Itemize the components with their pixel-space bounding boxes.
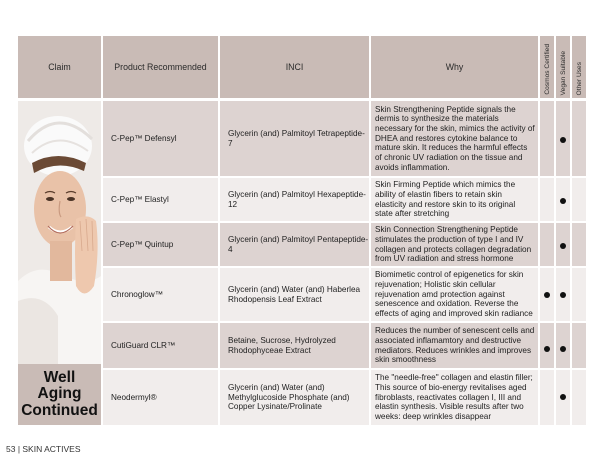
cosmos-check-dot: [544, 292, 550, 298]
table-row-inci: Glycerin (and) Palmitoyl Hexapeptide-12: [220, 178, 369, 221]
table-row-inci: Glycerin (and) Palmitoyl Tetrapeptide-7: [220, 101, 369, 176]
table-row-why: Skin Connection Strengthening Peptide stimulates the production of type I and IV collagen and protects collagen degradation from UV radiation and stress hormone: [371, 223, 538, 266]
section-title-line-2: Aging: [37, 385, 82, 403]
table-row-product: Chronoglow™: [103, 268, 218, 321]
header-inci: INCI: [220, 36, 369, 98]
vegan-check-dot: [560, 198, 566, 204]
table-row-other-cell: [572, 268, 586, 321]
header-claim: Claim: [18, 36, 101, 98]
table-row-other-cell: [572, 101, 586, 176]
section-title-line-3: Continued: [21, 401, 98, 419]
table-row-other-cell: [572, 323, 586, 368]
header-cosmos-certified: Cosmos Certified: [540, 36, 554, 98]
table-row-product: C-Pep™ Defensyl: [103, 101, 218, 176]
header-other-uses: Other Uses: [572, 36, 586, 98]
vegan-check-dot: [560, 292, 566, 298]
table-row-inci: Betaine, Sucrose, Hydrolyzed Rhodophyceae Extract: [220, 323, 369, 368]
table-row-why: The "needle-free" collagen and elastin filler; This source of bio-energy revitalises aged fibroblasts, reactivates collagen I, III and elastin synthesis. Visible results after two weeks: deep wrinkles disappear: [371, 370, 538, 425]
header-why: Why: [371, 36, 538, 98]
table-row-inci: Glycerin (and) Palmitoyl Pentapeptide-4: [220, 223, 369, 266]
table-row-cosmos-cell: [540, 223, 554, 266]
vegan-check-dot: [560, 137, 566, 143]
table-row-cosmos-cell: [540, 370, 554, 425]
cosmos-check-dot: [544, 346, 550, 352]
table-row-cosmos-cell: [540, 178, 554, 221]
section-title: [18, 364, 101, 425]
vegan-check-dot: [560, 394, 566, 400]
table-row-why: Skin Strengthening Peptide signals the dermis to synthesize the materials necessary for the skin, mimics the activity of DHEA and restores cytokine balance to mature skin. It reduces the harmful effects of chronic UV radiation on the tissue and avoids inflammation.: [371, 101, 538, 176]
woman-portrait-image: [18, 101, 101, 364]
section-title-line-1: Well: [43, 369, 76, 387]
table-row-why: Reduces the number of senescent cells and associated inflamamtory and destructive mediators. Reduces wrinkles and improves skin smoothness: [371, 323, 538, 368]
table-row-other-cell: [572, 370, 586, 425]
table-row-why: Skin Firming Peptide which mimics the ability of elastin fibers to retain skin elasticity and restore skin to its original state after stretching: [371, 178, 538, 221]
table-row-other-cell: [572, 178, 586, 221]
vegan-check-dot: [560, 243, 566, 249]
table-row-inci: Glycerin (and) Water (and) Haberlea Rhodopensis Leaf Extract: [220, 268, 369, 321]
table-row-inci: Glycerin (and) Water (and) Methylglucoside Phosphate (and) Copper Lysinate/Prolinate: [220, 370, 369, 425]
table-row-product: C-Pep™ Quintup: [103, 223, 218, 266]
table-row-product: CutiGuard CLR™: [103, 323, 218, 368]
page-footer: 53 | SKIN ACTIVES: [6, 444, 81, 454]
vegan-check-dot: [560, 346, 566, 352]
table-row-product: Neodermyl®: [103, 370, 218, 425]
table-row-why: Biomimetic control of epigenetics for skin rejuvenation; Holistic skin cellular rejuvenation amd protection against senescence and oxidation. Reverse the effects of aging and improved skin radiance: [371, 268, 538, 321]
header-product: Product Recommended: [103, 36, 218, 98]
table-row-product: C-Pep™ Elastyl: [103, 178, 218, 221]
header-vegan-suitable: Vegan Suitable: [556, 36, 570, 98]
table-row-cosmos-cell: [540, 101, 554, 176]
table-row-other-cell: [572, 223, 586, 266]
